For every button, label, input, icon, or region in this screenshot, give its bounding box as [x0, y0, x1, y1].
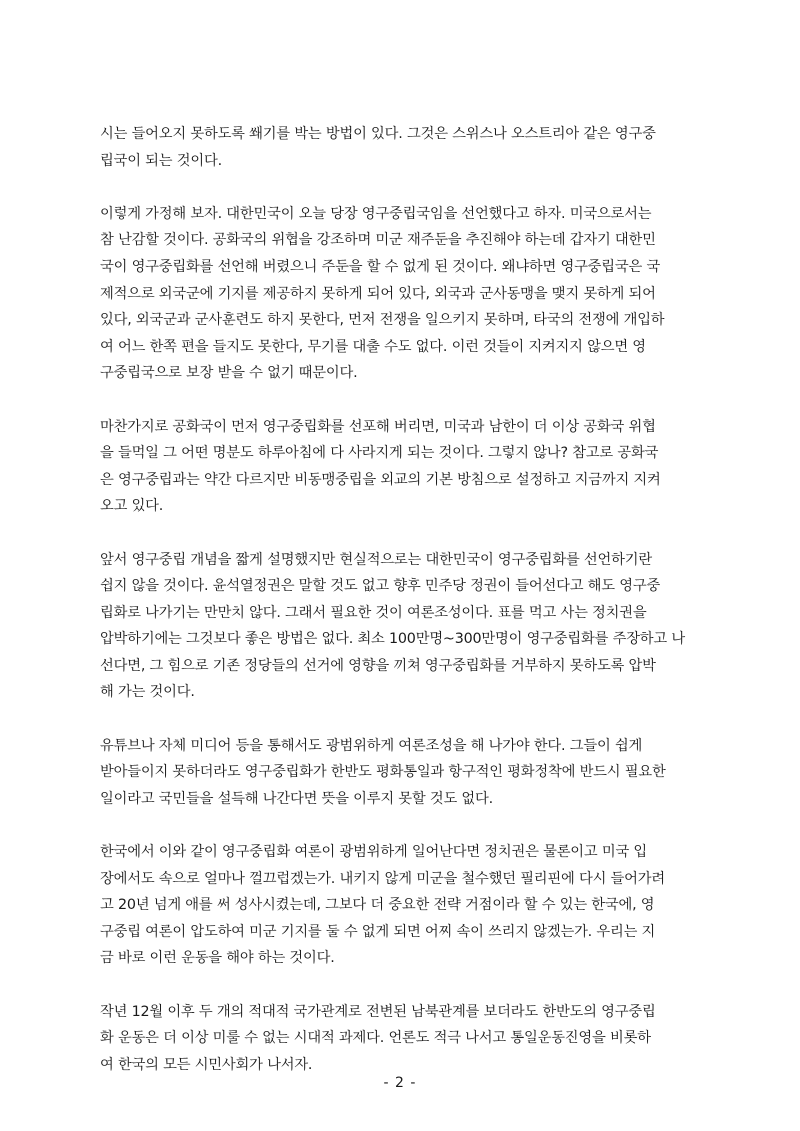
text-line: 작년 12월 이후 두 개의 적대적 국가관계로 전변된 남북관계를 보더라도 한반도의 영구중립 — [100, 1003, 656, 1020]
text-line: 시는 들어오지 못하도록 쐐기를 박는 방법이 있다. 그것은 스위스나 오스트리아 같은 영구중 — [100, 126, 656, 142]
paragraph-6 — [100, 839, 710, 972]
text-line: 마찬가지로 공화국이 먼저 영구중립화를 선포해 버리면, 미국과 남한이 더 이상 공화국 위협 — [100, 418, 656, 435]
text-line: 금 바로 이런 운동을 해야 하는 것이다. — [100, 950, 335, 967]
paragraph-5 — [100, 733, 710, 813]
text-line: 구중립국으로 보장 받을 수 없기 때문이다. — [100, 365, 358, 382]
paragraph-1 — [100, 121, 710, 174]
text-line: 여 한국의 모든 시민사회가 나서자. — [100, 1056, 313, 1073]
text-line: 압박하기에는 그것보다 좋은 방법은 없다. 최소 100만명~300만명이 영구중립화를 주장하고 나 — [100, 631, 685, 648]
text-line: 립국이 되는 것이다. — [100, 152, 222, 169]
text-line: 화 운동은 더 이상 미룰 수 없는 시대적 과제다. 언론도 적극 나서고 통일운동진영을 비롯하 — [100, 1030, 651, 1047]
text-line: 국이 영구중립화를 선언해 버렸으니 주둔을 할 수 없게 된 것이다. 왜냐하면 영구중립국은 국 — [100, 258, 661, 275]
text-line: 쉽지 않을 것이다. 윤석열정권은 말할 것도 없고 향후 민주당 정권이 들어선다고 해도 영구중 — [100, 578, 661, 595]
text-line: 여 어느 한쪽 편을 들지도 못한다, 무기를 대출 수도 없다. 이런 것들이 지켜지지 않으면 영 — [100, 338, 646, 355]
text-line: 받아들이지 못하더라도 영구중립화가 한반도 평화통일과 항구적인 평화정착에 반드시 필요한 — [100, 764, 666, 781]
paragraph-4 — [100, 547, 710, 707]
text-line: 을 들먹일 그 어떤 명분도 하루아침에 다 사라지게 되는 것이다. 그렇지 않나? 참고로 공화국 — [100, 445, 659, 462]
text-line: 참 난감할 것이다. 공화국의 위협을 강조하며 미군 재주둔을 추진해야 하는데 갑자기 대한민 — [100, 232, 656, 249]
paragraph-7 — [100, 999, 710, 1079]
text-line: 이렇게 가정해 보자. 대한민국이 오늘 당장 영구중립국임을 선언했다고 하자. 미국으로서는 — [100, 205, 652, 222]
text-line: 고 20년 넘게 애를 써 성사시켰는데, 그보다 더 중요한 전략 거점이라 할 수 있는 한국에, 영 — [100, 897, 655, 914]
paragraph-3 — [100, 414, 710, 520]
text-line: 립화로 나가기는 만만치 않다. 그래서 필요한 것이 여론조성이다. 표를 먹고 사는 정치권을 — [100, 604, 647, 621]
text-line: 일이라고 국민들을 설득해 나간다면 뜻을 이루지 못할 것도 없다. — [100, 790, 493, 807]
text-line: 한국에서 이와 같이 영구중립화 여론이 광범위하게 일어난다면 정치권은 물론이고 미국 입 — [100, 844, 648, 861]
text-line: 오고 있다. — [100, 498, 164, 515]
text-line: 장에서도 속으로 얼마나 껄끄럽겠는가. 내키지 않게 미군을 철수했던 필리핀에 다시 들어가려 — [100, 870, 665, 887]
page-number: - 2 - — [383, 1075, 417, 1091]
body-text — [100, 121, 710, 1105]
paragraph-2 — [100, 201, 710, 387]
text-line: 앞서 영구중립 개념을 짧게 설명했지만 현실적으로는 대한민국이 영구중립화를 선언하기란 — [100, 551, 652, 568]
text-line: 선다면, 그 힘으로 기존 정당들의 선거에 영향을 끼쳐 영구중립화를 거부하지 못하도록 압박 — [100, 657, 656, 674]
text-line: 구중립 여론이 압도하여 미군 기지를 둘 수 없게 되면 어찌 속이 쓰리지 않겠는가. 우리는 지 — [100, 923, 656, 940]
text-line: 유튜브나 자체 미디어 등을 통해서도 광범위하게 여론조성을 해 나가야 한다. 그들이 쉽게 — [100, 737, 643, 754]
text-line: 있다, 외국군과 군사훈련도 하지 못한다, 먼저 전쟁을 일으키지 못하며, 타국의 전쟁에 개입하 — [100, 312, 665, 329]
text-line: 해 가는 것이다. — [100, 684, 195, 701]
text-line: 은 영구중립과는 약간 다르지만 비동맹중립을 외교의 기본 방침으로 설정하고 지금까지 지켜 — [100, 471, 661, 488]
text-line: 제적으로 외국군에 기지를 제공하지 못하게 되어 있다, 외국과 군사동맹을 맺지 못하게 되어 — [100, 285, 656, 302]
